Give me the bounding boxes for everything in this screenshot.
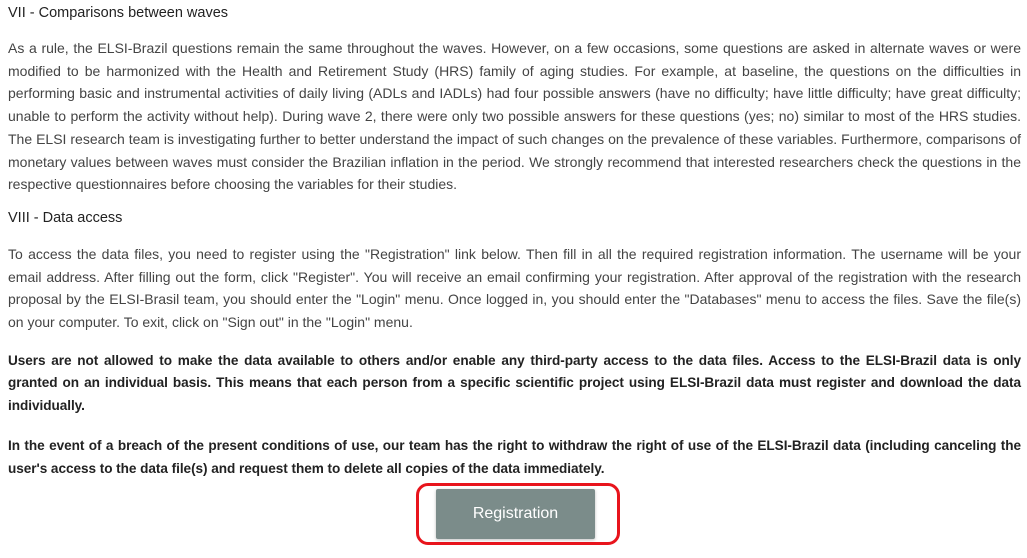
data-access-paragraph: To access the data files, you need to register using the "Registration" link below. Then fill in all the required registration information. The username will be your email address. After filling out the form, click "Register". You will receive an email confirming your registration. After approval of the registration with the research proposal by the ELSI-Brasil team, you should enter the "Login" menu. Once logged in, you should enter the "Databases" menu to access the files. Save the file(s) on your computer. To exit, click on "Sign out" in the "Login" menu.: [8, 245, 1021, 331]
breach-notice: In the event of a breach of the present conditions of use, our team has the right to withdraw the right of use of the ELSI-Brazil data (including canceling the user's access to the data file(s) and request them to delete all copies of the data immediately.: [8, 437, 1021, 476]
section-heading-comparisons: VII - Comparisons between waves: [8, 5, 229, 21]
comparisons-paragraph: As a rule, the ELSI-Brazil questions remain the same throughout the waves. However, on a few occasions, some questions are asked in alternate waves or were modified to be harmonized with the Health and Retirement Study (HRS) family of aging studies. For example, at baseline, the questions on the difficulties in performing basic and instrumental activities of daily living (ADLs and IADLs) had four possible answers (have no difficulty; have little difficulty; have great difficulty; unable to perform the activity without help). During wave 2, there were only two possible answers for these questions (yes; no) similar to most of the HRS studies. The ELSI research team is investigating further to better understand the impact of such changes on the prevalence of these variables. Furthermore, comparisons of monetary values between waves must consider the Brazilian inflation in the period. We strongly recommend that interested researchers check the questions in the respective questionnaires before choosing the variables for their studies.: [8, 40, 1021, 193]
registration-button[interactable]: Registration: [436, 489, 595, 539]
usage-restriction-notice: Users are not allowed to make the data available to others and/or enable any third-party access to the data files. Access to the ELSI-Brazil data is only granted on an individual basis. This means that each person from a specific scientific project using ELSI-Brazil data must register and download the data individually.: [8, 352, 1021, 414]
section-heading-data-access: VIII - Data access: [8, 209, 123, 226]
registration-highlight-box: [416, 483, 620, 545]
